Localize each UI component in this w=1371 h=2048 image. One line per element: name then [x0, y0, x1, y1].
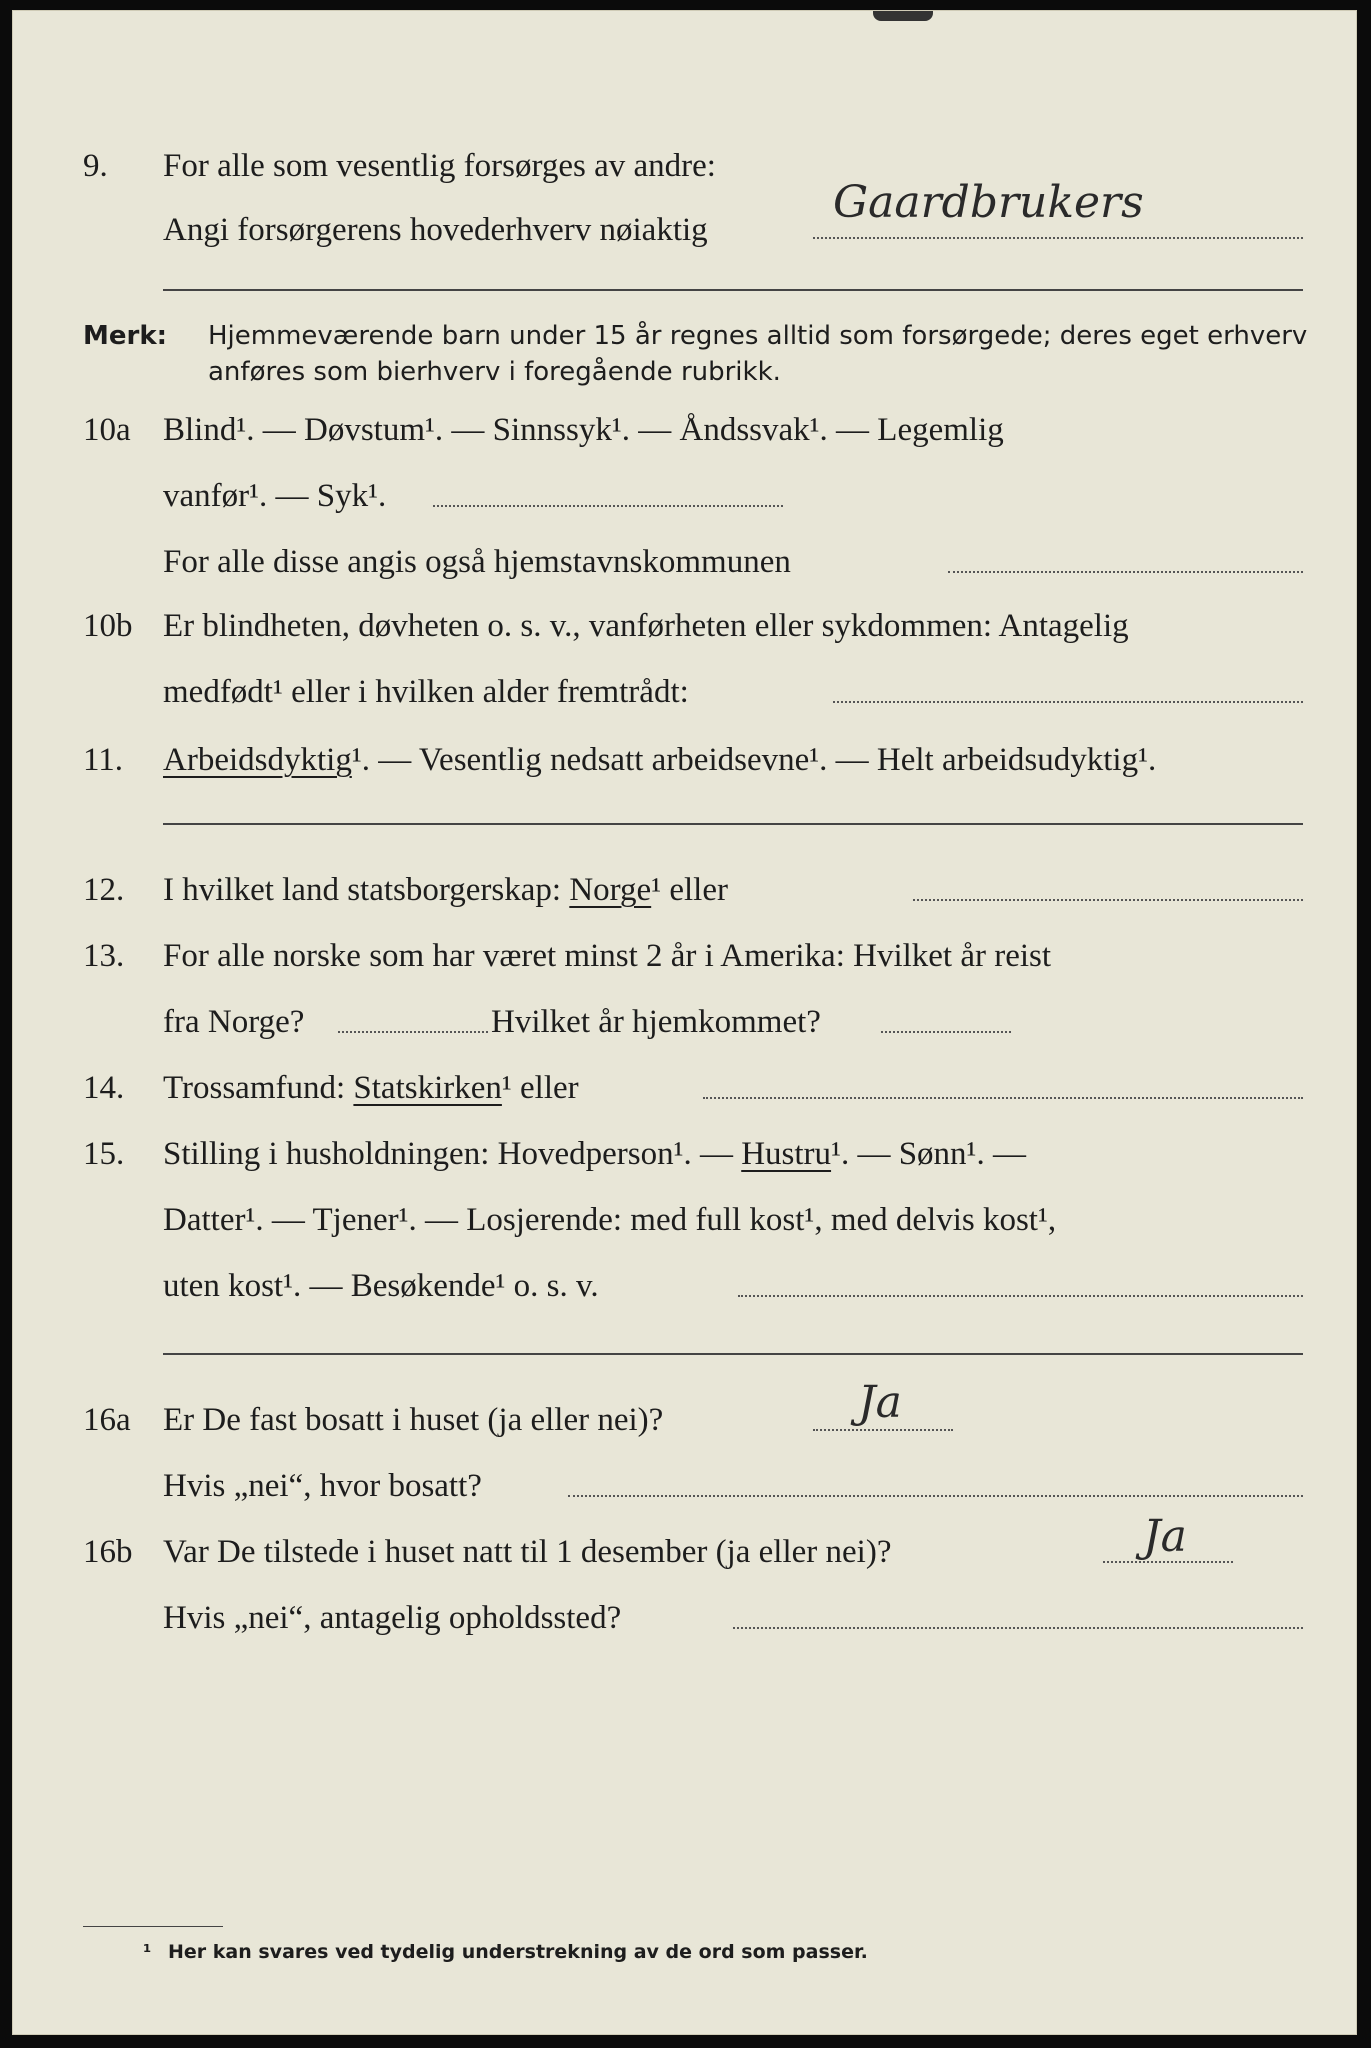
q13-reist-line[interactable] — [338, 1031, 488, 1033]
q12-answer-line[interactable] — [913, 899, 1303, 901]
q15-line3: uten kost¹. — Besøkende¹ o. s. v. — [163, 1268, 599, 1304]
q14-number: 14. — [83, 1070, 125, 1106]
merk-line1: Hjemmeværende barn under 15 år regnes alltid som forsørgede; deres eget erhverv — [208, 321, 1308, 351]
q10a-line1: Blind¹. — Døvstum¹. — Sinnssyk¹. — Åndssvak¹. — Legemlig — [163, 412, 1004, 448]
q16b-handwritten-answer: Ja — [1143, 1511, 1187, 1562]
q15-selected-option[interactable]: Hustru — [741, 1136, 832, 1172]
q10a-line3: For alle disse angis også hjemstavnskommunen — [163, 544, 791, 580]
q16a-line1: Er De fast bosatt i huset (ja eller nei)? — [163, 1402, 664, 1438]
q15-line2: Datter¹. — Tjener¹. — Losjerende: med full kost¹, med delvis kost¹, — [163, 1202, 1057, 1238]
q14-text: Trossamfund: — [163, 1070, 346, 1106]
q12-after: ¹ eller — [651, 872, 728, 908]
q10b-answer-line[interactable] — [833, 701, 1303, 703]
q11-number: 11. — [83, 742, 124, 778]
q10b-number: 10b — [83, 608, 133, 644]
footnote-separator — [83, 1926, 223, 1927]
q9-answer-line[interactable] — [813, 237, 1303, 239]
q12-text: I hvilket land statsborgerskap: — [163, 872, 562, 908]
q10a-answer-line[interactable] — [433, 505, 783, 507]
q15-number: 15. — [83, 1136, 125, 1172]
merk-line2: anføres som bierhverv i foregående rubrikk. — [208, 357, 781, 387]
q13-line2b: Hvilket år hjemkommet? — [491, 1004, 821, 1040]
q15-extra-line — [163, 1353, 1303, 1355]
q10a-number: 10a — [83, 412, 131, 448]
q14-selected-option[interactable]: Statskirken — [353, 1070, 502, 1106]
q15-line1a: Stilling i husholdningen: Hovedperson¹. — — [163, 1136, 733, 1172]
q14-after: ¹ eller — [501, 1070, 579, 1106]
q14-answer-line[interactable] — [703, 1097, 1303, 1099]
census-form-page — [12, 10, 1357, 2035]
q16a-number: 16a — [83, 1402, 131, 1438]
q10a-kommune-line[interactable] — [948, 571, 1303, 573]
q11-extra-line — [163, 823, 1303, 825]
q15-line1 — [163, 1135, 1026, 1173]
binding-mark — [873, 11, 933, 21]
q9-extra-line — [163, 289, 1303, 291]
q15-answer-line[interactable] — [738, 1295, 1303, 1297]
q13-line1: For alle norske som har været minst 2 år i Amerika: Hvilket år reist — [163, 938, 1052, 974]
q13-line2a: fra Norge? — [163, 1004, 305, 1040]
q10b-line2: medfødt¹ eller i hvilken alder fremtrådt: — [163, 674, 689, 710]
q16b-opholdssted-line[interactable] — [733, 1627, 1303, 1629]
q16a-line2: Hvis „nei“, hvor bosatt? — [163, 1468, 482, 1504]
q11-selected-option[interactable]: Arbeidsdyktig — [163, 742, 352, 778]
footnote-text: Her kan svares ved tydelig understrekning av de ord som passer. — [168, 1941, 868, 1963]
q13-number: 13. — [83, 938, 125, 974]
q16b-line1: Var De tilstede i huset natt til 1 desember (ja eller nei)? — [163, 1534, 892, 1570]
q13-hjemkommet-line[interactable] — [881, 1031, 1011, 1033]
q12-line — [163, 871, 728, 909]
q16a-answer-line[interactable] — [813, 1429, 953, 1431]
q10a-line2: vanfør¹. — Syk¹. — [163, 478, 387, 514]
q16a-handwritten-answer: Ja — [858, 1377, 902, 1428]
q12-number: 12. — [83, 872, 125, 908]
footnote-mark: ¹ — [143, 1941, 152, 1963]
q10b-line1: Er blindheten, døvheten o. s. v., vanførheten eller sykdommen: Antagelig — [163, 608, 1129, 644]
q11-rest: ¹. — Vesentlig nedsatt arbeidsevne¹. — Helt arbeidsudyktig¹. — [351, 742, 1157, 778]
q16b-line2: Hvis „nei“, antagelig opholdssted? — [163, 1600, 622, 1636]
q16b-number: 16b — [83, 1534, 133, 1570]
merk-label: Merk: — [83, 321, 168, 351]
q9-line1: For alle som vesentlig forsørges av andre: — [163, 148, 716, 184]
q12-selected-option[interactable]: Norge — [569, 872, 652, 908]
q9-number: 9. — [83, 148, 108, 184]
q15-line1b: ¹. — Sønn¹. — — [831, 1136, 1026, 1172]
q14-line — [163, 1069, 579, 1107]
q9-line2: Angi forsørgerens hovederhverv nøiaktig — [163, 212, 708, 248]
q9-handwritten-answer: Gaardbrukers — [833, 177, 1144, 228]
q16a-bosatt-line[interactable] — [568, 1495, 1303, 1497]
q11-line — [163, 741, 1156, 779]
